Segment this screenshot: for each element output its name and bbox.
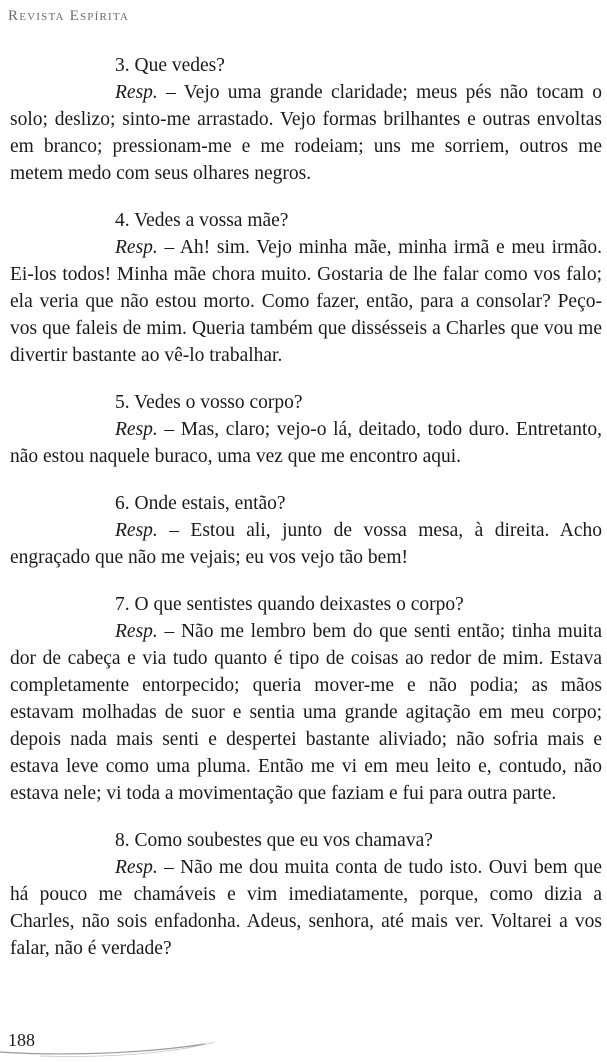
question: 4. Vedes a vossa mãe? [115, 210, 289, 231]
answer [10, 416, 602, 470]
question: 5. Vedes o vosso corpo? [115, 392, 303, 413]
qa-entry-4 [10, 207, 602, 369]
qa-entry-7 [10, 591, 602, 807]
question: 7. O que sentistes quando deixastes o corpo? [115, 594, 464, 615]
running-head: Revista Espírita [8, 8, 130, 24]
resp-label: Resp. [115, 520, 158, 541]
answer-text: – Não me lembro bem do que senti então; tinha muita dor de cabeça e via tudo quanto é tipo de coisas ao redor de mim. Estava completamente entorpecido; queria mover-me e não podia; as mãos estavam molhadas de suor e sentia uma grande agitação em meu corpo; depois nada mais senti e despertei bastante aliviado; não sofria mais e estava leve como uma pluma. Então me vi em meu leito e, contudo, não estava nele; vi toda a movimentação que faziam e fui para outra parte. [10, 621, 602, 804]
answer [10, 854, 602, 962]
qa-entry-3 [10, 52, 602, 187]
answer [10, 517, 602, 571]
qa-entry-5 [10, 389, 602, 470]
resp-label: Resp. [115, 857, 158, 878]
question: 3. Que vedes? [115, 55, 225, 76]
resp-label: Resp. [115, 621, 158, 642]
answer [10, 79, 602, 187]
answer [10, 618, 602, 807]
answer-text: – Estou ali, junto de vossa mesa, à direita. Acho engraçado que não me vejais; eu vos vejo tão bem! [10, 520, 602, 568]
answer [10, 234, 602, 369]
question: 6. Onde estais, então? [115, 493, 286, 514]
question: 8. Como soubestes que eu vos chamava? [115, 830, 433, 851]
answer-text: – Mas, claro; vejo-o lá, deitado, todo duro. Entretanto, não estou naquele buraco, uma vez que me encontro aqui. [10, 419, 602, 467]
qa-entry-8 [10, 827, 602, 962]
page-body [10, 52, 602, 982]
answer-text: – Vejo uma grande claridade; meus pés não tocam o solo; deslizo; sinto-me arrastado. Vejo formas brilhantes e outras envoltas em branco; pressionam-me e me rodeiam; uns me sorriem, outros me metem medo com seus olhares negros. [10, 82, 602, 184]
page-number: 188 [8, 1030, 35, 1050]
resp-label: Resp. [115, 419, 158, 440]
resp-label: Resp. [115, 237, 158, 258]
answer-text: – Não me dou muita conta de tudo isto. Ouvi bem que há pouco me chamáveis e vim imediatamente, porque, como dizia a Charles, não sois enfadonha. Adeus, senhora, até mais ver. Voltarei a vos falar, não é verdade? [10, 857, 602, 959]
resp-label: Resp. [115, 82, 158, 103]
qa-entry-6 [10, 490, 602, 571]
answer-text: – Ah! sim. Vejo minha mãe, minha irmã e meu irmão. Ei-los todos! Minha mãe chora muito. Gostaria de lhe falar como vos falo; ela veria que não estou morto. Como fazer, então, para a consolar? Peço-vos que faleis de mim. Queria também que dissésseis a Charles que vou me divertir bastante ao vê-lo trabalhar. [10, 237, 602, 366]
